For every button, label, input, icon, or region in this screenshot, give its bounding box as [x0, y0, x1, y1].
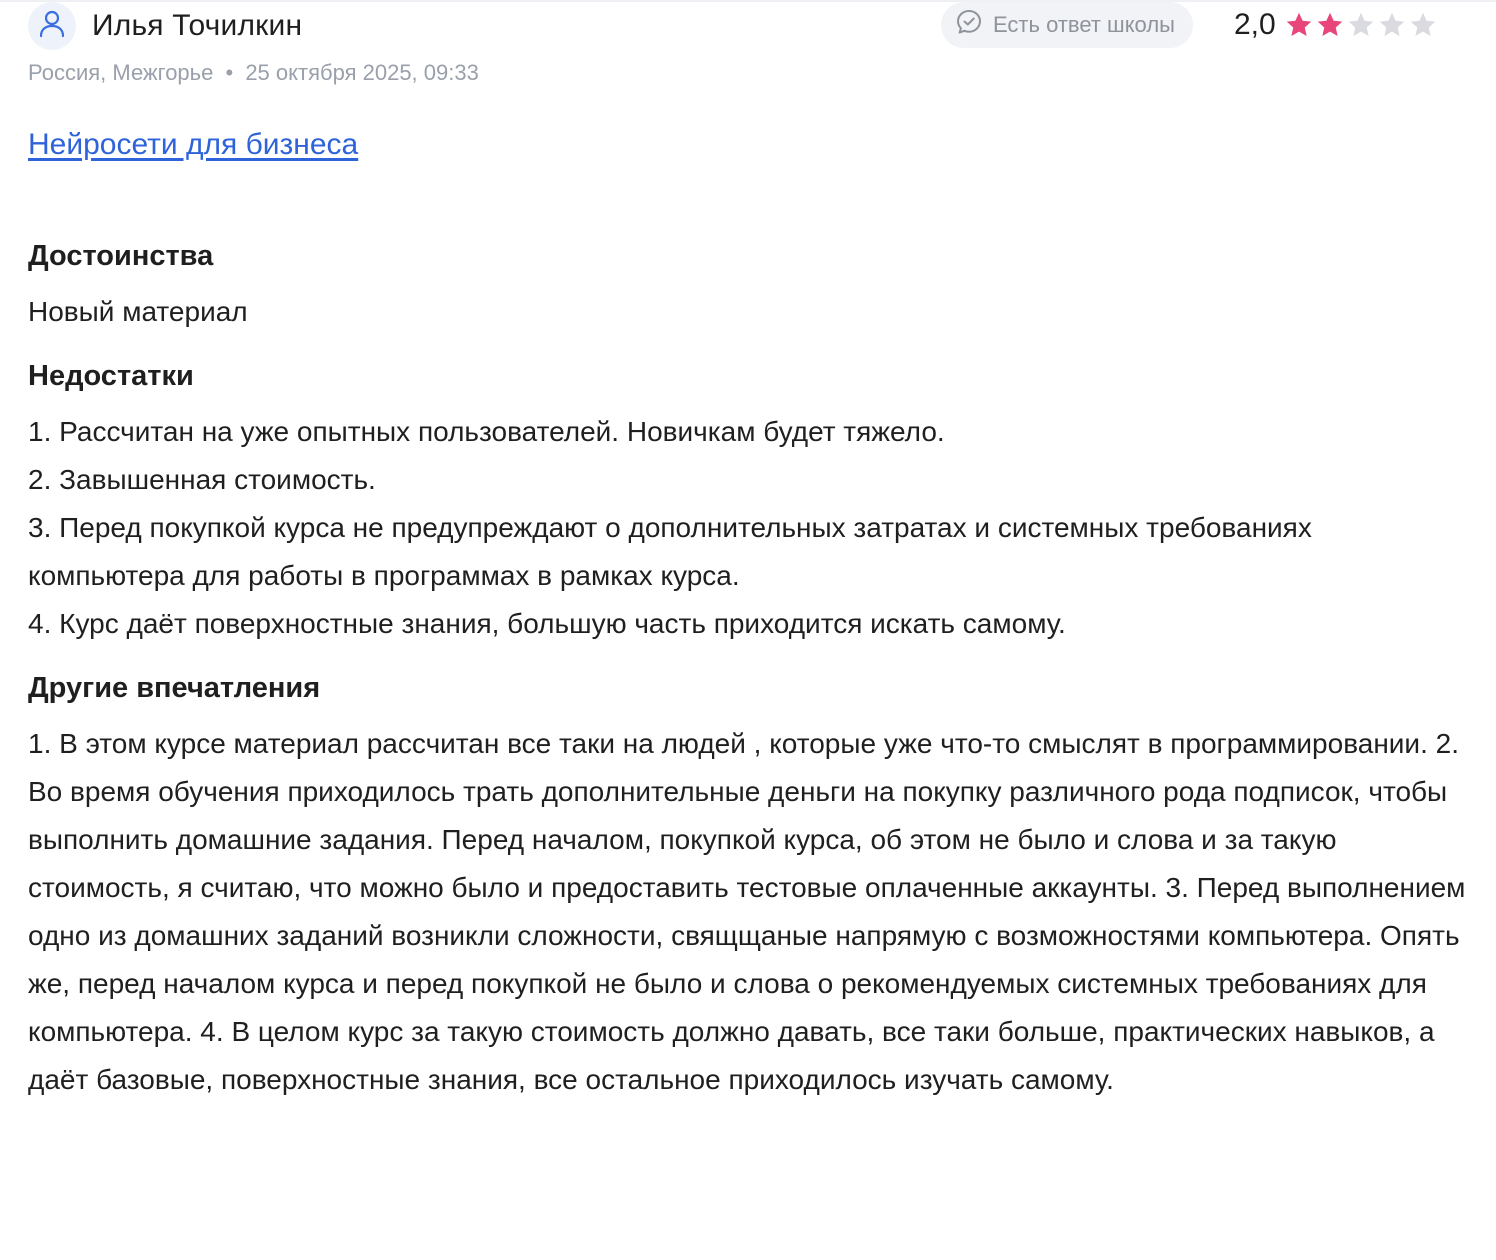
advantages-title: Достоинства — [28, 240, 214, 272]
star-empty-icon — [1408, 10, 1438, 40]
course-link[interactable]: Нейросети для бизнеса — [28, 128, 359, 161]
badge-label: Есть ответ школы — [993, 12, 1175, 37]
star-filled-icon — [1284, 10, 1314, 40]
user-icon — [39, 10, 65, 43]
star-filled-icon — [1315, 10, 1345, 40]
review-header — [28, 0, 1468, 52]
advantages-text: Новый материал — [28, 296, 248, 327]
star-empty-icon — [1377, 10, 1407, 40]
star-empty-icon — [1346, 10, 1376, 40]
rating-value: 2,0 — [1234, 8, 1276, 41]
school-reply-badge[interactable] — [941, 2, 1193, 48]
chat-check-icon — [955, 8, 983, 42]
author-name[interactable]: Илья Точилкин — [92, 9, 303, 42]
disadvantages-text: 1. Рассчитан на уже опытных пользователей. Новичкам будет тяжело. 2. Завышенная стоимость. 3. Перед покупкой курса не предупреждают о дополнительных затратах и системных требованиях компьютера для работы в программах в рамках курса. 4. Курс даёт поверхностные знания, большую часть приходится искать самому. — [28, 416, 1312, 639]
meta-separator: • — [225, 60, 234, 85]
other-impressions-text: 1. В этом курсе материал рассчитан все таки на людей , которые уже что-то смыслят в программировании. 2. Во время обучения приходилось трать дополнительные деньги на покупку различного рода подписок, чтобы выполнить домашние задания. Перед началом, покупкой курса, об этом не было и слова и за такую стоимость, я считаю, что можно было и предоставить тестовые оплаченные аккаунты. 3. Перед выполнением одно из домашних заданий возникли сложности, свящщаные напрямую с возможностями компьютера. Опять же, перед началом курса и перед покупкой не было и слова о рекомендуемых системных требованиях для компьютера. 4. В целом курс за такую стоимость должно давать, все таки больше, практических навыков, а даёт базовые, поверхностные знания, все остальное приходилось изучать самому. — [28, 728, 1466, 1095]
other-impressions-title: Другие впечатления — [28, 672, 321, 704]
review-location: Россия, Межгорье — [28, 60, 214, 85]
review-body — [28, 236, 1468, 1104]
disadvantages-title: Недостатки — [28, 360, 194, 392]
review-date: 25 октября 2025, 09:33 — [245, 60, 479, 85]
review-meta — [28, 59, 479, 87]
avatar — [28, 2, 76, 50]
rating-stars — [1284, 10, 1438, 40]
rating — [1234, 6, 1438, 44]
